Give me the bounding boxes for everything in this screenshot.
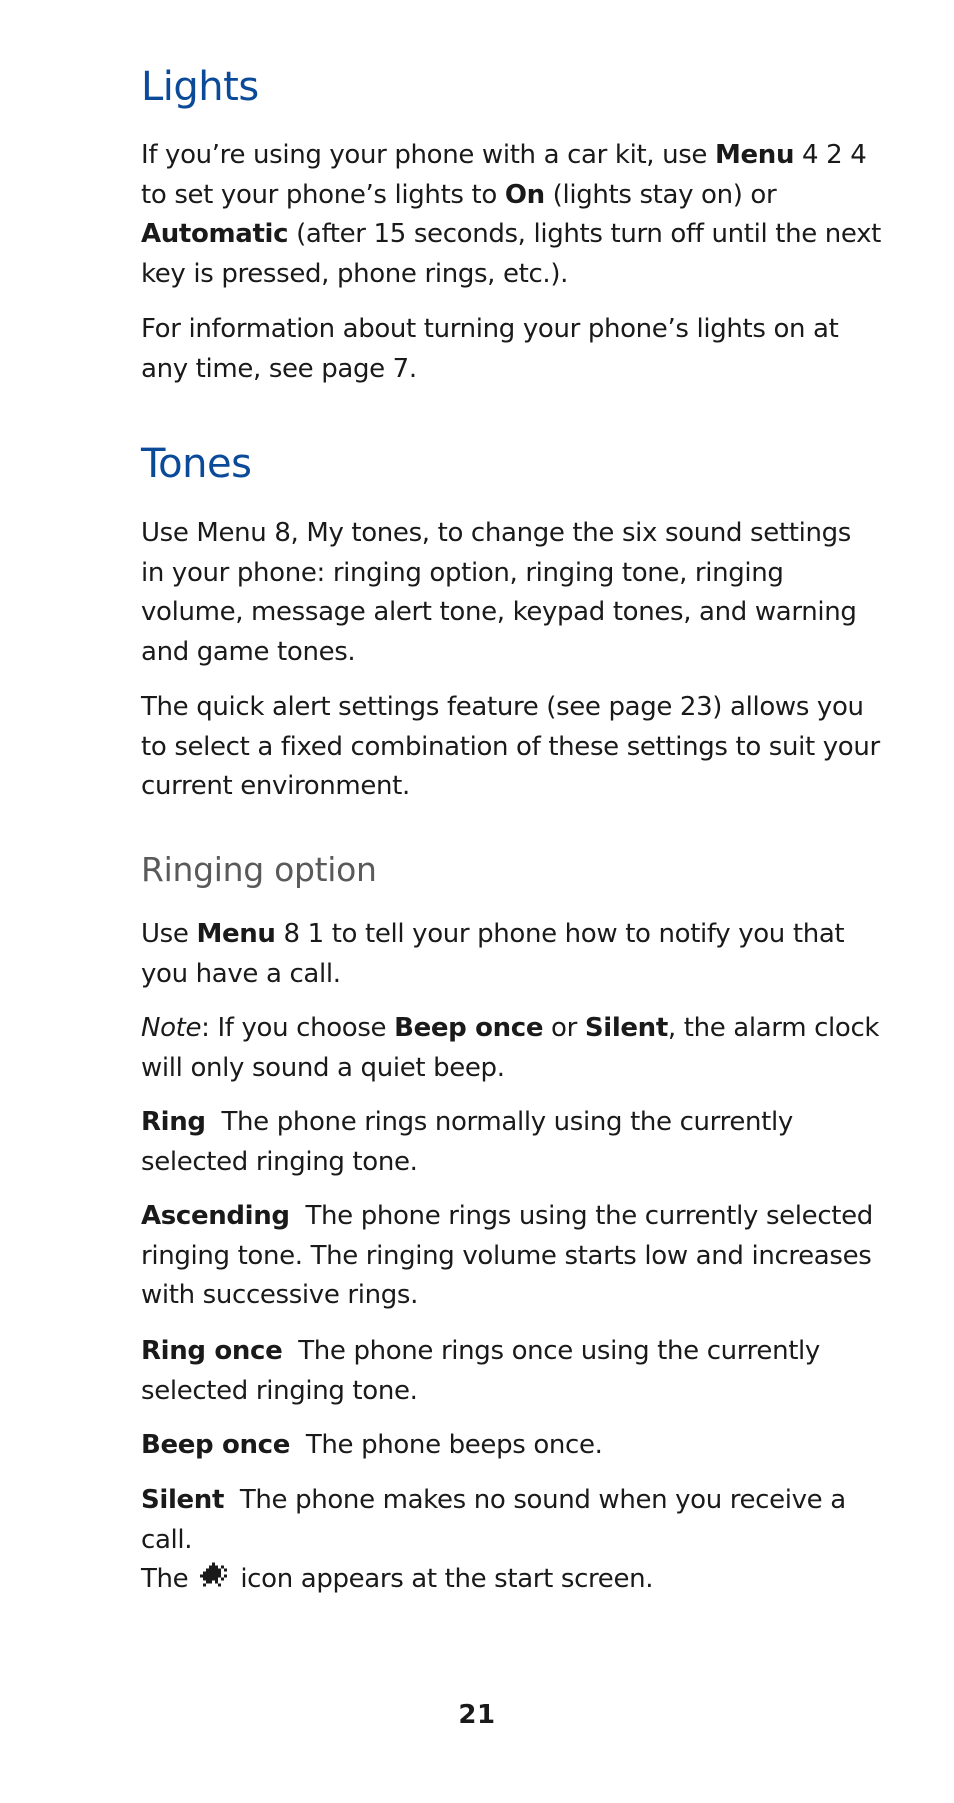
- text: (lights stay on) or: [544, 179, 777, 210]
- text: or: [543, 1013, 585, 1043]
- ringing-option-intro: [141, 915, 881, 994]
- option-description: The phone beeps once.: [305, 1430, 603, 1460]
- text: If you’re using your phone with a car kit, use: [141, 140, 715, 170]
- section-title-tones: Tones: [141, 441, 252, 487]
- page-number: 21: [458, 1700, 496, 1730]
- option-term: Silent: [141, 1485, 225, 1515]
- note-label: Note: [141, 1013, 202, 1043]
- option-beep-once: [141, 1426, 881, 1466]
- menu-key-text: Menu: [196, 919, 276, 949]
- option-description: The phone rings normally using the currently selected ringing tone.: [141, 1107, 793, 1177]
- beep-once-text: Beep once: [394, 1013, 544, 1043]
- note-paragraph: [141, 1009, 881, 1088]
- text: (after 15 seconds, lights turn off until the next key is pressed, phone rings, etc.).: [141, 219, 881, 289]
- text: , the alarm clock will only sound a quiet beep.: [141, 1013, 880, 1083]
- lights-paragraph-2: For information about turning your phone’s lights on at any time, see page 7.: [141, 314, 839, 384]
- text: icon appears at the start screen.: [240, 1564, 654, 1594]
- silent-bell-icon: [200, 1562, 230, 1590]
- automatic-option-text: Automatic: [141, 219, 289, 249]
- tones-paragraph-1: Use Menu 8, My tones, to change the six sound settings in your phone: ringing option, ringing tone, ringing volume, message alert tone, keypad tones, and warning and game tones.: [141, 518, 857, 667]
- section-title-lights: Lights: [141, 64, 259, 110]
- text: 4 2 4 to set your phone’s lights to: [141, 140, 867, 210]
- lights-paragraph-1: [141, 136, 881, 294]
- option-description: The phone makes no sound when you receive a call.: [141, 1485, 846, 1555]
- option-term: Ring once: [141, 1336, 283, 1366]
- text: 8 1 to tell your phone how to notify you that you have a call.: [141, 919, 845, 989]
- menu-key-text: Menu: [715, 140, 795, 170]
- option-description: The phone rings once using the currently selected ringing tone.: [141, 1336, 820, 1406]
- option-term: Ring: [141, 1107, 206, 1137]
- option-ascending: [141, 1197, 881, 1316]
- option-description: The phone rings using the currently selected ringing tone. The ringing volume starts low and increases with successive rings.: [141, 1201, 873, 1310]
- subsection-title-ringing-option: Ringing option: [141, 850, 377, 889]
- silent-text: Silent: [584, 1013, 668, 1043]
- text: Use: [141, 919, 197, 949]
- text: The: [141, 1564, 189, 1594]
- tones-paragraph-2: The quick alert settings feature (see page 23) allows you to select a fixed combination of these settings to suit your current environment.: [141, 692, 880, 801]
- option-term: Beep once: [141, 1430, 291, 1460]
- option-silent: [141, 1481, 881, 1600]
- text: : If you choose: [201, 1013, 395, 1043]
- option-ring-once: [141, 1332, 881, 1411]
- option-term: Ascending: [141, 1201, 290, 1231]
- on-option-text: On: [504, 179, 545, 210]
- option-ring: [141, 1103, 881, 1182]
